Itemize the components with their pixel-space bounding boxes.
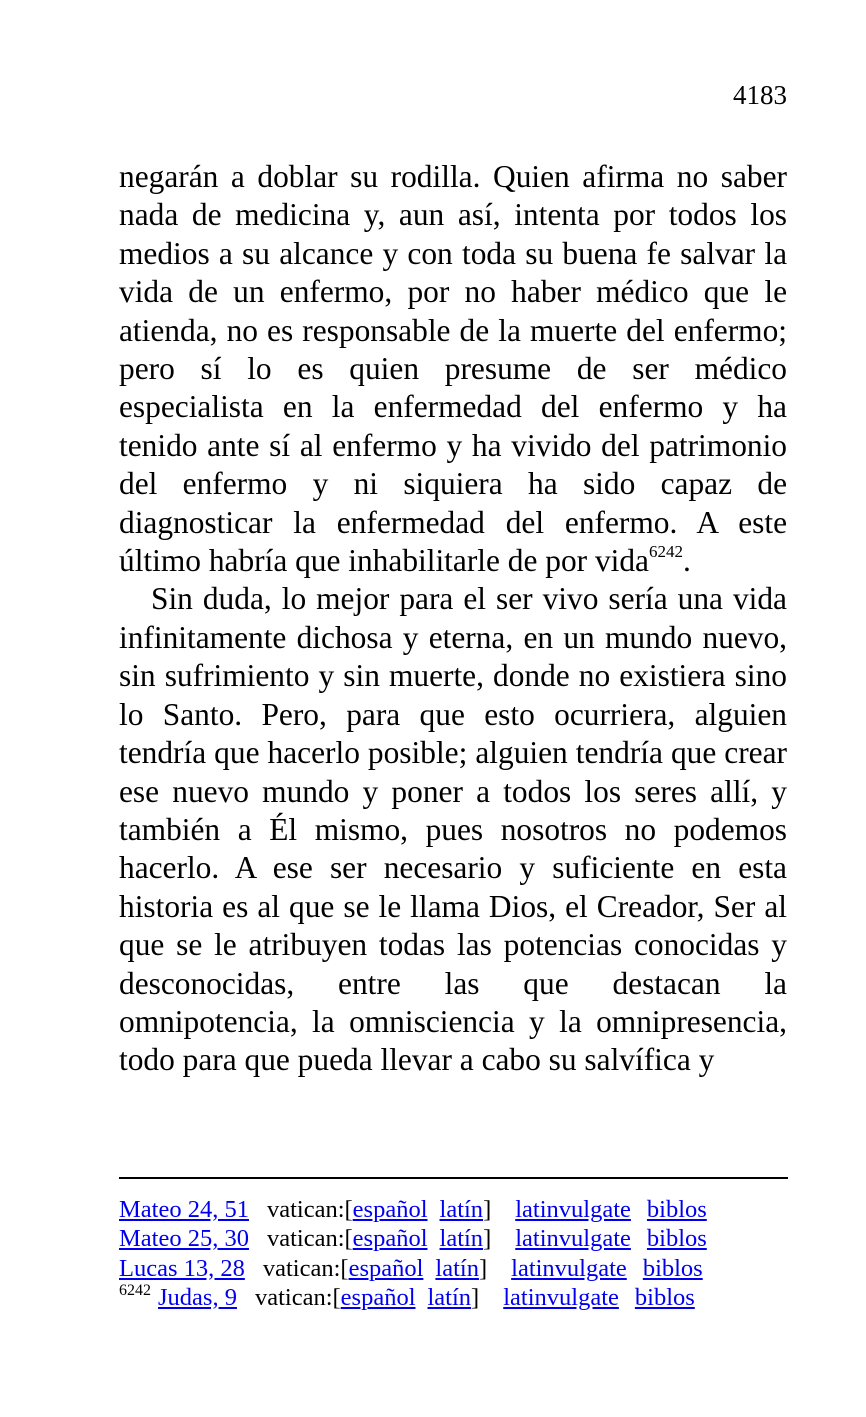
bible-reference-link[interactable]: Mateo 25, 30 xyxy=(119,1225,249,1253)
bible-reference-link[interactable]: Judas, 9 xyxy=(158,1283,237,1311)
footnote-line xyxy=(119,1224,788,1253)
latin-link[interactable]: latín xyxy=(439,1225,484,1253)
latin-link[interactable]: latín xyxy=(427,1283,472,1311)
bracket-close: ] xyxy=(478,1254,488,1282)
biblos-link[interactable]: biblos xyxy=(646,1196,707,1223)
paragraph-1-end: . xyxy=(683,543,691,579)
paragraph-1-text: negarán a doblar su rodilla. Quien afirma no saber nada de medicina y, aun así, intenta por todos los medios a su alcance y con toda su buena fe salvar la vida de un enfermo, por no haber médico que le atienda, no es responsable de la muerte del enfermo; pero sí lo es quien presume de ser médico especialista en la enfermedad del enfermo y ha tenido ante sí al enfermo y ha vivido del patrimonio del enfermo y ni siquiera ha sido capaz de diagnosticar la enfermedad del enfermo. A este último habría que inhabilitarle de por vida xyxy=(119,159,787,579)
spanish-link[interactable]: español xyxy=(348,1254,424,1282)
latinvulgate-link[interactable]: latinvulgate xyxy=(503,1283,619,1311)
biblos-link[interactable]: biblos xyxy=(634,1283,695,1311)
footnote-line xyxy=(119,1283,788,1312)
footnote-line xyxy=(119,1195,788,1224)
paragraph-2: Sin duda, lo mejor para el ser vivo sería una vida infinitamente dichosa y eterna, en un mundo nuevo, sin sufrimiento y sin muerte, donde no existiera sino lo Santo. Pero, para que esto ocurriera, alguien tendría que hacerlo posible; alguien tendría que crear ese nuevo mundo y poner a todos los seres allí, y también a Él mismo, pues nosotros no podemos hacerlo. A ese ser necesario y suficiente en esta historia es al que se le llama Dios, el Creador, Ser al que se le atribuyen todas las potencias conocidas y desconocidas, entre las que destacan la omnipotencia, la omnisciencia y la omnipresencia, todo para que pueda llevar a cabo su salvífica y xyxy=(119,581,787,1078)
biblos-link[interactable]: biblos xyxy=(646,1225,707,1253)
bible-reference-link[interactable]: Mateo 24, 51 xyxy=(119,1196,249,1223)
bracket-close: ] xyxy=(471,1283,480,1311)
source-label: vatican:[ xyxy=(266,1196,353,1223)
source-label: vatican:[ xyxy=(266,1225,353,1253)
bracket-close: ] xyxy=(483,1196,492,1223)
spanish-link[interactable]: español xyxy=(340,1283,416,1311)
latinvulgate-link[interactable]: latinvulgate xyxy=(511,1254,627,1282)
spanish-link[interactable]: español xyxy=(352,1225,428,1253)
latin-link[interactable]: latín xyxy=(435,1254,479,1282)
bracket-close: ] xyxy=(483,1225,492,1253)
footnote-line xyxy=(119,1254,788,1283)
spanish-link[interactable]: español xyxy=(352,1196,428,1223)
footnote-ref-6242[interactable]: 6242 xyxy=(649,542,683,562)
latinvulgate-link[interactable]: latinvulgate xyxy=(515,1196,631,1223)
latinvulgate-link[interactable]: latinvulgate xyxy=(515,1225,631,1253)
source-label: vatican:[ xyxy=(262,1254,349,1282)
source-label: vatican:[ xyxy=(254,1283,341,1311)
page-number: 4183 xyxy=(733,80,787,110)
paragraph-1 xyxy=(119,158,787,580)
bible-reference-link[interactable]: Lucas 13, 28 xyxy=(119,1254,245,1282)
footnotes xyxy=(119,1195,788,1312)
latin-link[interactable]: latín xyxy=(439,1196,484,1223)
footnote-number: 6242 xyxy=(119,1281,151,1299)
biblos-link[interactable]: biblos xyxy=(642,1254,703,1282)
main-text xyxy=(119,158,787,1080)
footnote-separator xyxy=(119,1177,788,1179)
